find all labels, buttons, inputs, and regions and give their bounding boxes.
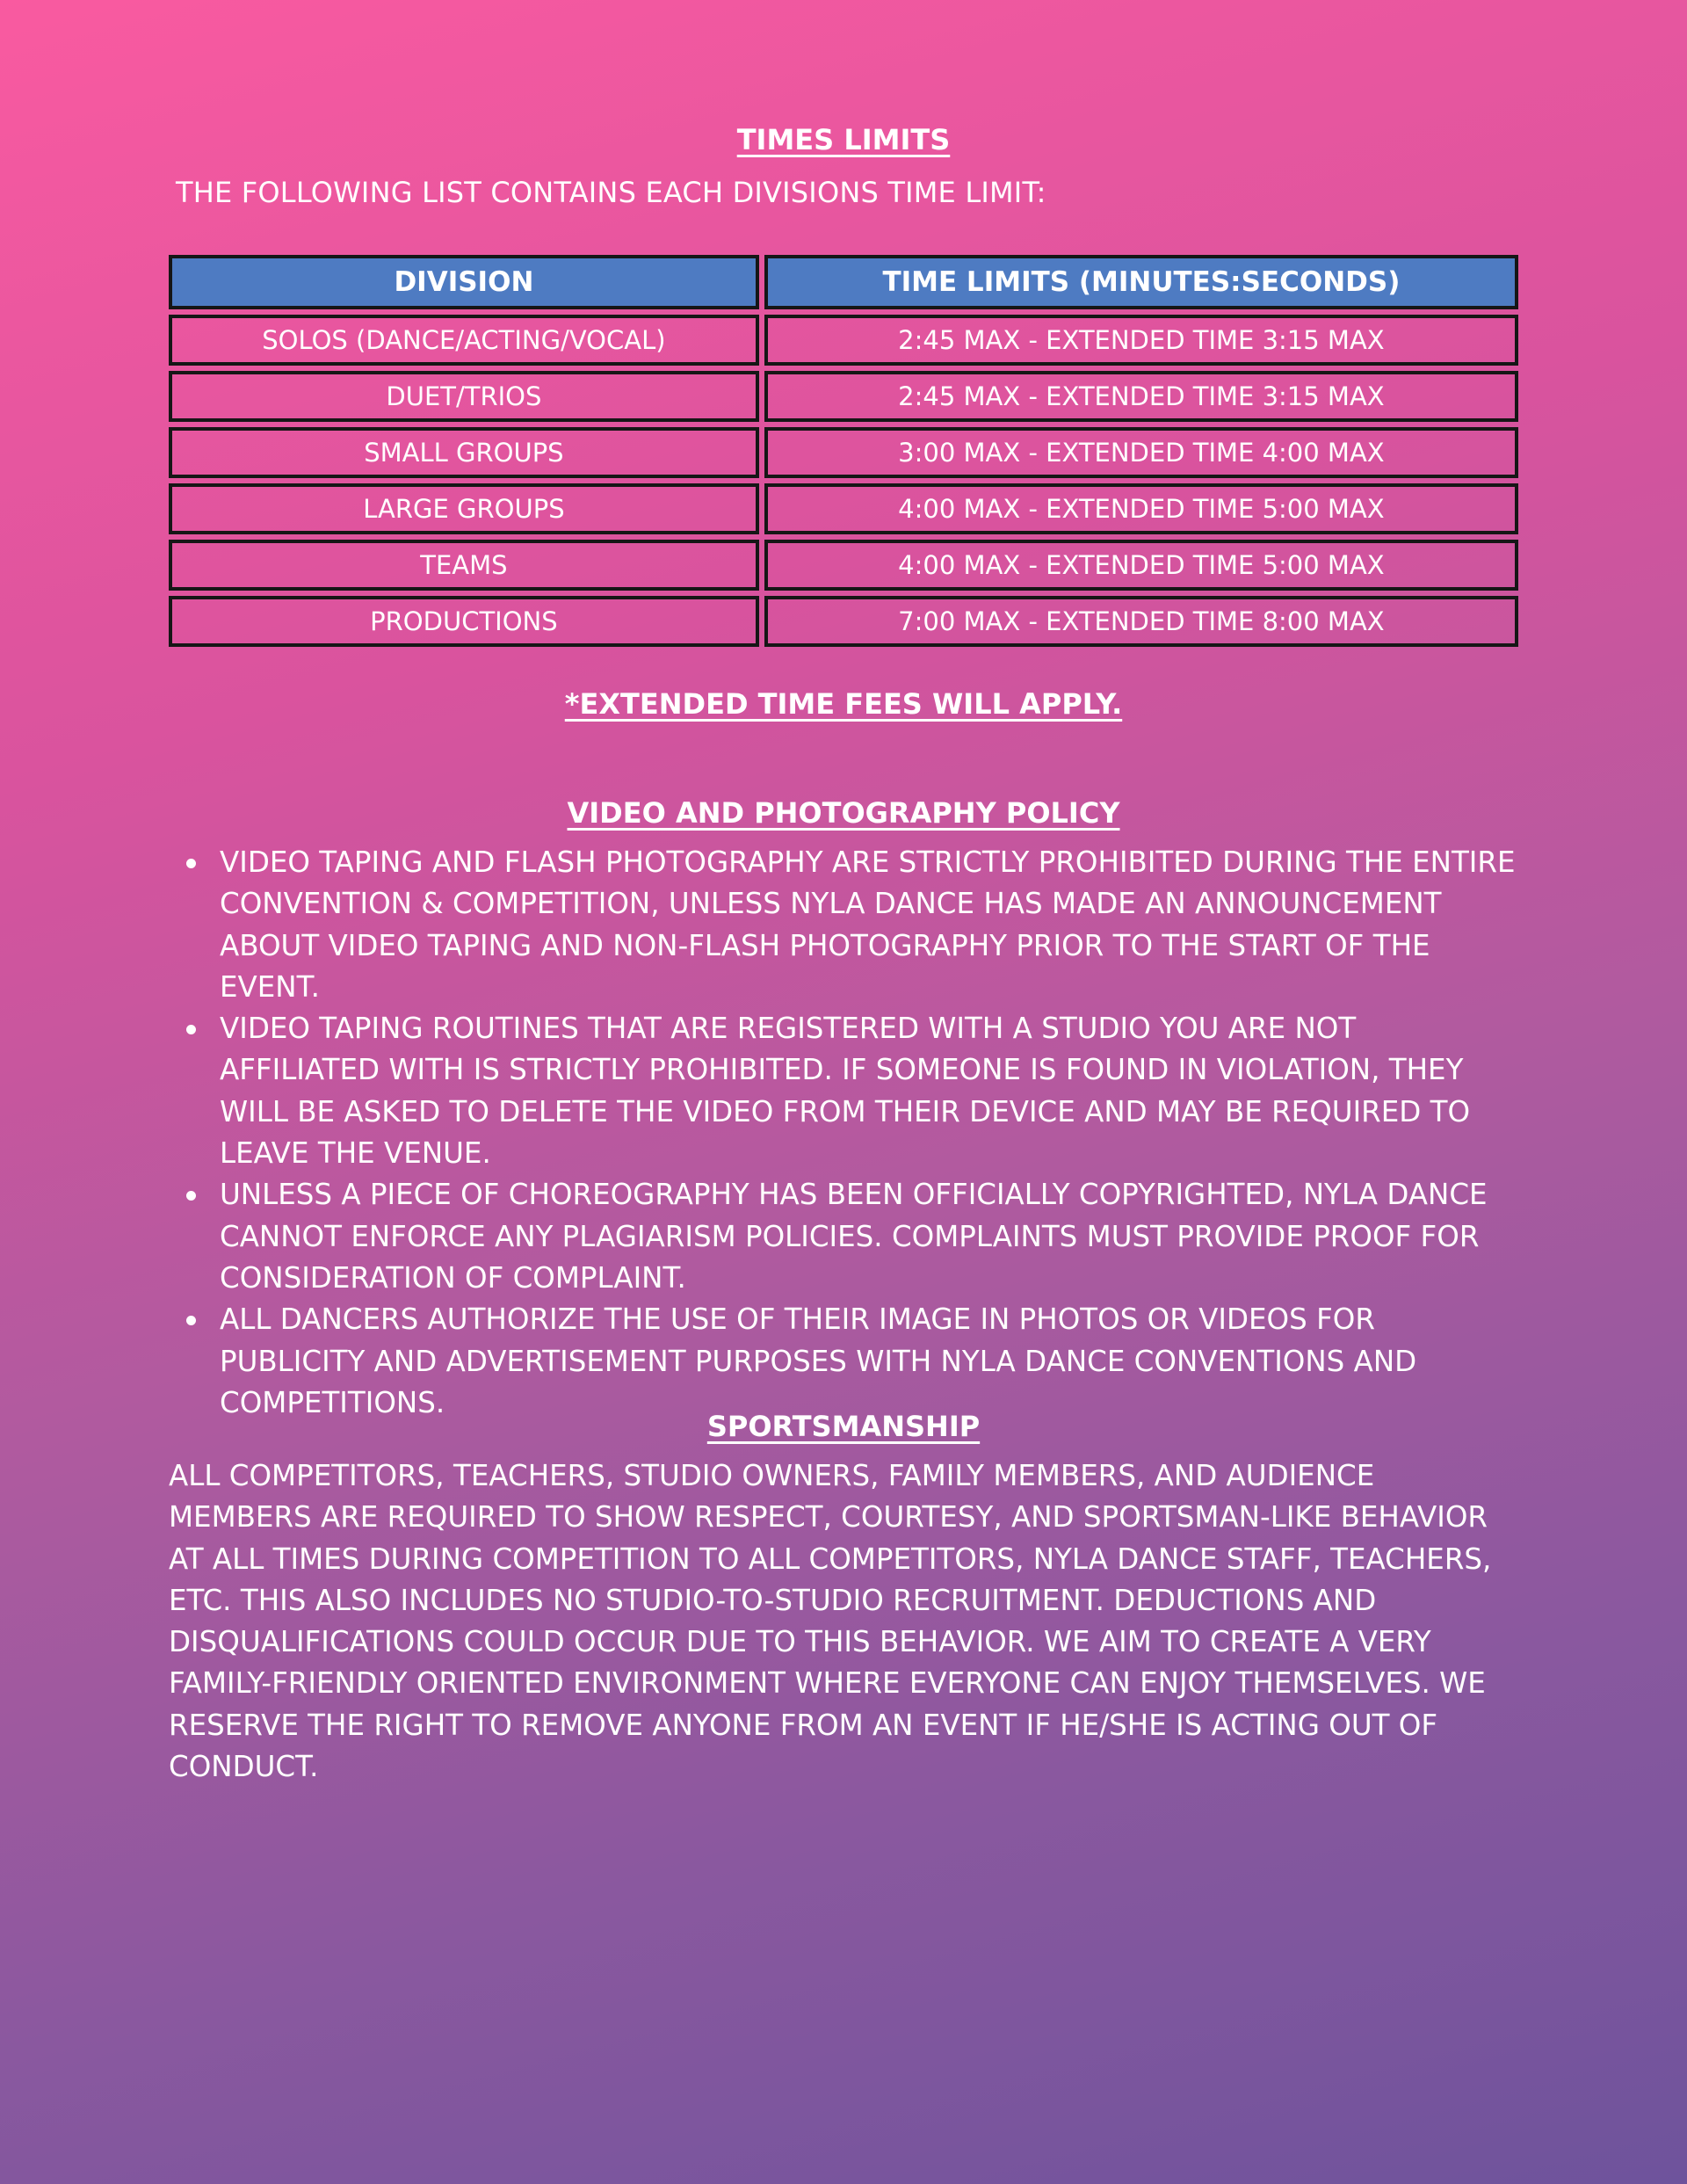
list-item: VIDEO TAPING ROUTINES THAT ARE REGISTERED WITH A STUDIO YOU ARE NOT AFFILIATED WITH IS STRICTLY PROHIBITED. IF SOMEONE IS FOUND IN VIOLATION, THEY WILL BE ASKED TO DELETE THE VIDEO FROM THEIR DEVICE AND MAY BE REQUIRED TO LEAVE THE VENUE. xyxy=(220,1008,1518,1174)
list-item: ALL DANCERS AUTHORIZE THE USE OF THEIR IMAGE IN PHOTOS OR VIDEOS FOR PUBLICITY AND ADVERTISEMENT PURPOSES WITH NYLA DANCE CONVENTIONS AND COMPETITIONS. xyxy=(220,1299,1518,1424)
sportsmanship-heading: SPORTSMANSHIP xyxy=(706,1410,981,1443)
table-row xyxy=(169,315,1518,366)
time-limits-table xyxy=(163,250,1524,652)
table-row xyxy=(169,371,1518,422)
time-limit-cell: 4:00 MAX - EXTENDED TIME 5:00 MAX xyxy=(764,483,1518,534)
division-cell: SOLOS (DANCE/ACTING/VOCAL) xyxy=(169,315,759,366)
division-cell: DUET/TRIOS xyxy=(169,371,759,422)
list-item: UNLESS A PIECE OF CHOREOGRAPHY HAS BEEN OFFICIALLY COPYRIGHTED, NYLA DANCE CANNOT ENFORCE ANY PLAGIARISM POLICIES. COMPLAINTS MUST PROVIDE PROOF FOR CONSIDERATION OF COMPLAINT. xyxy=(220,1174,1518,1299)
video-policy-list xyxy=(169,842,1518,1424)
column-header-division: DIVISION xyxy=(169,255,759,309)
sportsmanship-body: ALL COMPETITORS, TEACHERS, STUDIO OWNERS, FAMILY MEMBERS, AND AUDIENCE MEMBERS ARE REQUIRED TO SHOW RESPECT, COURTESY, AND SPORTSMAN-LIKE BEHAVIOR AT ALL TIMES DURING COMPETITION TO ALL COMPETITORS, NYLA DANCE STAFF, TEACHERS, ETC. THIS ALSO INCLUDES NO STUDIO-TO-STUDIO RECRUITMENT. DEDUCTIONS AND DISQUALIFICATIONS COULD OCCUR DUE TO THIS BEHAVIOR. WE AIM TO CREATE A VERY FAMILY-FRIENDLY ORIENTED ENVIRONMENT WHERE EVERYONE CAN ENJOY THEMSELVES. WE RESERVE THE RIGHT TO REMOVE ANYONE FROM AN EVENT IF HE/SHE IS ACTING OUT OF CONDUCT. xyxy=(169,1459,1492,1784)
table-row xyxy=(169,540,1518,591)
time-limit-cell: 2:45 MAX - EXTENDED TIME 3:15 MAX xyxy=(764,371,1518,422)
time-limit-cell: 4:00 MAX - EXTENDED TIME 5:00 MAX xyxy=(764,540,1518,591)
table-row xyxy=(169,483,1518,534)
table-header-row xyxy=(169,255,1518,309)
division-cell: SMALL GROUPS xyxy=(169,427,759,478)
extended-time-fees-note: *EXTENDED TIME FEES WILL APPLY. xyxy=(564,687,1123,721)
time-limit-cell: 7:00 MAX - EXTENDED TIME 8:00 MAX xyxy=(764,596,1518,647)
division-cell: PRODUCTIONS xyxy=(169,596,759,647)
list-item: VIDEO TAPING AND FLASH PHOTOGRAPHY ARE STRICTLY PROHIBITED DURING THE ENTIRE CONVENTION & COMPETITION, UNLESS NYLA DANCE HAS MADE AN ANNOUNCEMENT ABOUT VIDEO TAPING AND NON-FLASH PHOTOGRAPHY PRIOR TO THE START OF THE EVENT. xyxy=(220,842,1518,1008)
times-limits-heading: TIMES LIMITS xyxy=(736,123,951,156)
column-header-time-limits: TIME LIMITS (MINUTES:SECONDS) xyxy=(764,255,1518,309)
video-policy-heading: VIDEO AND PHOTOGRAPHY POLICY xyxy=(567,796,1120,830)
times-limits-intro: THE FOLLOWING LIST CONTAINS EACH DIVISIONS TIME LIMIT: xyxy=(176,176,1046,209)
time-limit-cell: 2:45 MAX - EXTENDED TIME 3:15 MAX xyxy=(764,315,1518,366)
division-cell: TEAMS xyxy=(169,540,759,591)
division-cell: LARGE GROUPS xyxy=(169,483,759,534)
time-limit-cell: 3:00 MAX - EXTENDED TIME 4:00 MAX xyxy=(764,427,1518,478)
table-row xyxy=(169,596,1518,647)
table-row xyxy=(169,427,1518,478)
